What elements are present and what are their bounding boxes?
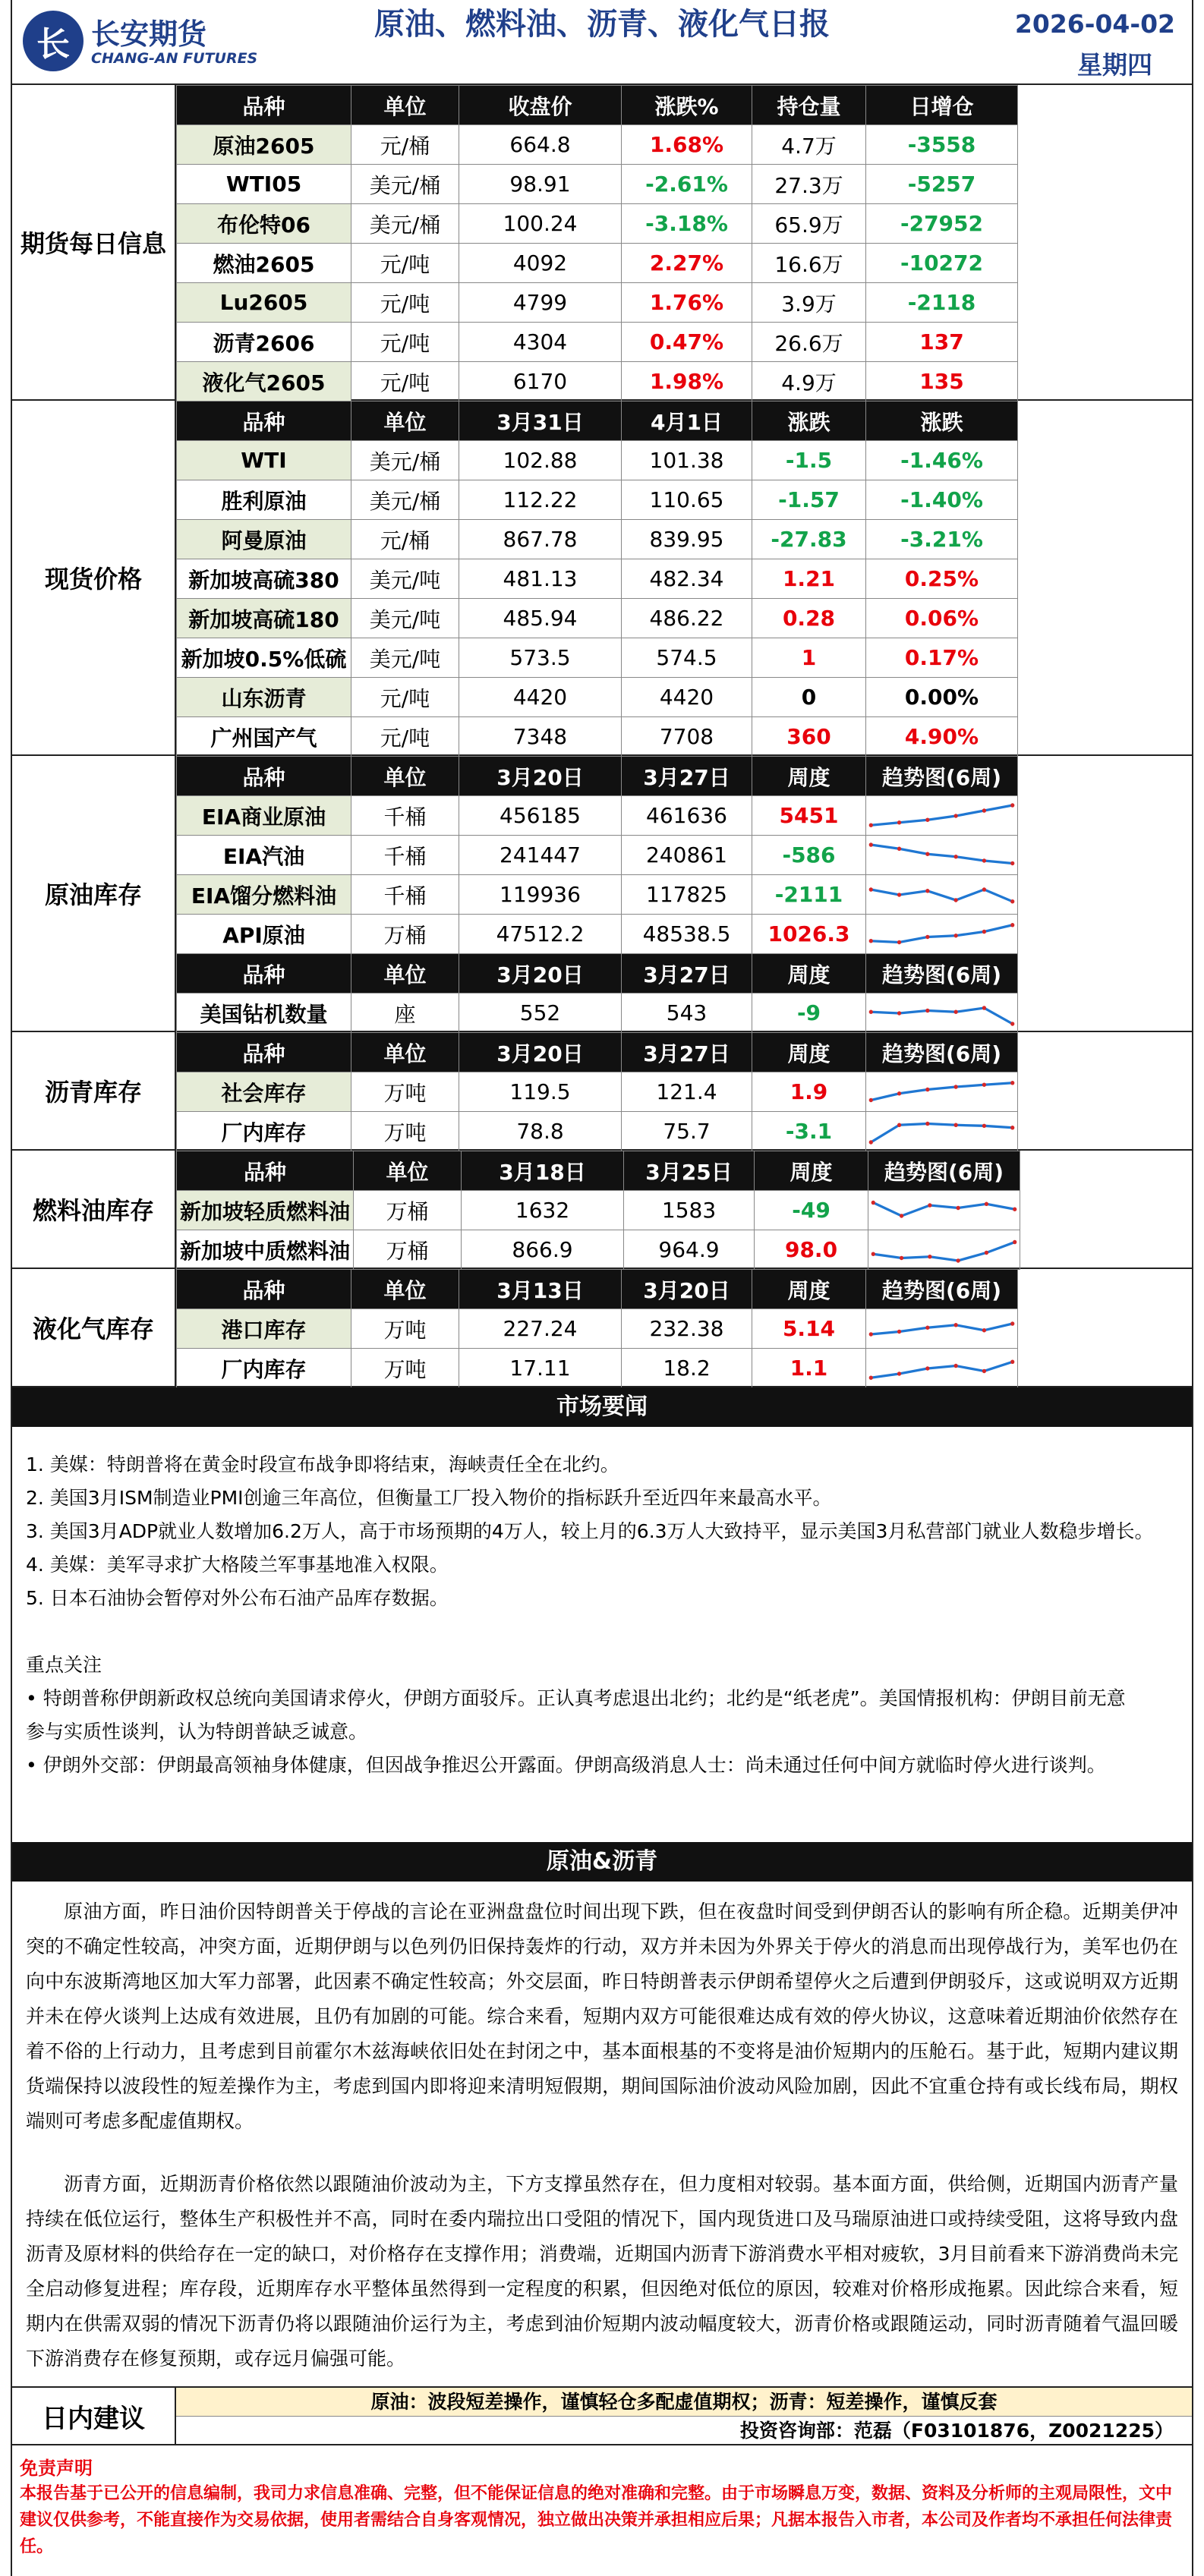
column-header: 涨跌 [752,402,866,441]
report-title: 原油、燃料油、沥青、液化气日报 [374,7,830,42]
product-name: 新加坡轻质燃料油 [177,1191,354,1230]
product-name: WTI05 [177,165,351,204]
analysis-title: 原油&沥青 [12,1842,1192,1882]
product-name: 新加坡0.5%低硫 [177,638,351,678]
column-header: 收盘价 [459,86,622,125]
column-header: 周度 [752,757,866,796]
table-cell: 482.34 [622,559,752,599]
news-list [12,1448,1192,1782]
table-row [177,480,1018,520]
futures-label: 期货每日信息 [12,85,176,399]
company-name: 长安期货 [91,17,207,51]
table-cell: 26.6万 [752,323,866,362]
focus-item: • 伊朗外交部：伊朗最高领袖身体健康，但因战争推迟公开露面。伊朗高级消息人士：尚未通过任何中间方就临时停火进行谈判。 [26,1754,1106,1776]
column-header: 品种 [177,954,351,994]
table-row [177,441,1018,480]
table-cell: 117825 [622,875,752,915]
product-name: 新加坡中质燃料油 [177,1230,354,1270]
column-header: 单位 [351,1033,459,1072]
asphalt_inv-table [176,1032,1018,1151]
trend-sparkline [866,994,1018,1033]
fuel_inv-label: 燃料油库存 [12,1151,176,1268]
table-cell: 0 [752,678,866,717]
table-cell: 574.5 [622,638,752,678]
asphalt_inv-label: 沥青库存 [12,1032,176,1149]
column-header: 品种 [177,1151,354,1191]
table-row [177,836,1018,875]
trend-sparkline [868,1230,1020,1270]
trend-sparkline [866,1349,1018,1388]
spot-section [12,401,1192,756]
table-cell: 元/吨 [351,678,459,717]
table-row [177,1309,1018,1349]
table-cell: 0.47% [622,323,752,362]
table-cell: 5.14 [752,1309,866,1349]
product-name: 美国钻机数量 [177,994,351,1033]
table-cell: 0.06% [866,599,1018,638]
table-cell: 1.68% [622,125,752,165]
table-row [177,1230,1020,1270]
table-cell: 千桶 [351,796,459,836]
table-cell: 0.00% [866,678,1018,717]
table-cell: -3.18% [622,204,752,244]
table-row [177,125,1018,165]
column-header: 3月27日 [622,954,752,994]
table-cell: 4.7万 [752,125,866,165]
table-cell: 98.91 [459,165,622,204]
product-name: 阿曼原油 [177,520,351,559]
table-cell: 6170 [459,362,622,402]
table-cell: 119936 [459,875,622,915]
column-header: 品种 [177,1033,351,1072]
table-cell: -27.83 [752,520,866,559]
column-header: 周度 [752,954,866,994]
lpg-inventory-section [12,1269,1192,1387]
table-row [177,1349,1018,1388]
advice-label: 日内建议 [12,2388,176,2444]
product-name: EIA馏分燃料油 [177,875,351,915]
advice-main: 原油：波段短差操作，谨慎轻仓多配虚值期权；沥青：短差操作，谨慎反套 [176,2388,1192,2417]
spot-table [176,401,1018,757]
table-cell: 1.98% [622,362,752,402]
trend-sparkline [866,796,1018,836]
table-row [177,994,1018,1033]
table-cell: 1.21 [752,559,866,599]
column-header: 趋势图(6周) [866,1033,1018,1072]
table-cell: 866.9 [462,1230,624,1270]
table-cell: 552 [459,994,622,1033]
table-row [177,875,1018,915]
table-cell: 121.4 [622,1072,752,1112]
table-cell: -1.5 [752,441,866,480]
table-cell: 4420 [459,678,622,717]
table-cell: 万吨 [351,1349,459,1388]
table-cell: 万吨 [351,1072,459,1112]
table-header-row [177,1151,1020,1191]
table-cell: 1 [752,638,866,678]
news-item: 3. 美国3月ADP就业人数增加6.2万人，高于市场预期的4万人，较上月的6.3万人大致持平，显示美国3月私营部门就业人数稳步增长。 [26,1520,1154,1542]
table-cell: 7708 [622,717,752,757]
table-cell: -5257 [866,165,1018,204]
table-cell: 360 [752,717,866,757]
table-cell: 5451 [752,796,866,836]
column-header: 趋势图(6周) [866,1270,1018,1309]
report-weekday: 星期四 [1077,50,1152,80]
news-item: 2. 美国3月ISM制造业PMI创逾三年高位，但衡量工厂投入物价的指标跃升至近四年来最高水平。 [26,1487,832,1509]
table-row [177,520,1018,559]
table-cell: 美元/桶 [351,204,459,244]
table-cell: 119.5 [459,1072,622,1112]
column-header: 涨跌% [622,86,752,125]
company-name-en: CHANG-AN FUTURES [91,50,258,67]
table-header-row [177,1270,1018,1309]
column-header: 单位 [351,757,459,796]
table-row [177,283,1018,323]
product-name: 沥青2606 [177,323,351,362]
table-row [177,362,1018,402]
product-name: Lu2605 [177,283,351,323]
news-item: 5. 日本石油协会暂停对外公布石油产品库存数据。 [26,1587,449,1609]
table-cell: 102.88 [459,441,622,480]
table-cell: 4304 [459,323,622,362]
column-header: 周度 [752,1033,866,1072]
news-item: 4. 美媒：美军寻求扩大格陵兰军事基地准入权限。 [26,1554,449,1576]
column-header: 周度 [752,1270,866,1309]
table-cell: 112.22 [459,480,622,520]
table-cell: 1026.3 [752,915,866,954]
crude_inv-table [176,756,1018,1033]
table-cell: 美元/桶 [351,480,459,520]
table-cell: -2.61% [622,165,752,204]
table-cell: 3.9万 [752,283,866,323]
column-header: 趋势图(6周) [868,1151,1020,1191]
table-cell: 481.13 [459,559,622,599]
column-header: 单位 [351,954,459,994]
disclaimer-title: 免责声明 [20,2458,93,2479]
product-name: WTI [177,441,351,480]
futures-section [12,85,1192,401]
table-cell: 1632 [462,1191,624,1230]
trend-sparkline [868,1191,1020,1230]
table-cell: 美元/桶 [351,441,459,480]
table-header-row [177,757,1018,796]
table-cell: 4420 [622,678,752,717]
lpg_inv-label: 液化气库存 [12,1269,176,1386]
daily-advice [12,2386,1192,2445]
table-cell: 美元/吨 [351,599,459,638]
product-name: 厂内库存 [177,1349,351,1388]
table-cell: 元/桶 [351,520,459,559]
table-cell: 78.8 [459,1112,622,1151]
news-title: 市场要闻 [12,1387,1192,1427]
table-cell: 0.28 [752,599,866,638]
table-cell: 美元/桶 [351,165,459,204]
column-header: 3月20日 [459,954,622,994]
column-header: 品种 [177,402,351,441]
table-cell: 16.6万 [752,244,866,283]
column-header: 3月20日 [459,757,622,796]
table-cell: -2118 [866,283,1018,323]
table-cell: 839.95 [622,520,752,559]
table-row [177,1072,1018,1112]
table-cell: 137 [866,323,1018,362]
table-cell: 110.65 [622,480,752,520]
table-cell: 17.11 [459,1349,622,1388]
advice-consultant: 投资咨询部：范磊（F03101876，Z0021225） [739,2420,1174,2442]
table-cell: 万桶 [354,1191,462,1230]
table-cell: 100.24 [459,204,622,244]
news-item: 1. 美媒：特朗普将在黄金时段宣布战争即将结束，海峡责任全在北约。 [26,1453,619,1475]
table-cell: 573.5 [459,638,622,678]
table-cell: 0.25% [866,559,1018,599]
table-cell: 4.9万 [752,362,866,402]
table-cell: -2111 [752,875,866,915]
product-name: 胜利原油 [177,480,351,520]
product-name: 新加坡高硫180 [177,599,351,638]
focus-title: 重点关注 [26,1654,102,1676]
column-header: 持仓量 [752,86,866,125]
table-cell: 48538.5 [622,915,752,954]
table-cell: 486.22 [622,599,752,638]
table-cell: 543 [622,994,752,1033]
product-name: 社会库存 [177,1072,351,1112]
table-cell: -1.40% [866,480,1018,520]
table-cell: -10272 [866,244,1018,283]
table-cell: 万吨 [351,1112,459,1151]
table-cell: 千桶 [351,836,459,875]
table-cell: 2.27% [622,244,752,283]
table-cell: 美元/吨 [351,638,459,678]
table-cell: 964.9 [624,1230,755,1270]
table-row [177,323,1018,362]
table-cell: 75.7 [622,1112,752,1151]
table-cell: 4.90% [866,717,1018,757]
product-name: 液化气2605 [177,362,351,402]
table-cell: -1.57 [752,480,866,520]
asphalt-inventory-section [12,1032,1192,1151]
table-cell: 1.9 [752,1072,866,1112]
column-header: 4月1日 [622,402,752,441]
trend-sparkline [866,915,1018,954]
table-row [177,599,1018,638]
trend-sparkline [866,1112,1018,1151]
table-header-row [177,402,1018,441]
table-cell: 240861 [622,836,752,875]
table-header-row [177,86,1018,125]
table-row [177,165,1018,204]
table-cell: 美元/吨 [351,559,459,599]
column-header: 3月18日 [462,1151,624,1191]
focus-item: 参与实质性谈判，认为特朗普缺乏诚意。 [26,1721,368,1743]
trend-sparkline [866,875,1018,915]
product-name: 山东沥青 [177,678,351,717]
product-name: EIA汽油 [177,836,351,875]
table-cell: 65.9万 [752,204,866,244]
product-name: 港口库存 [177,1309,351,1349]
table-cell: -3.1 [752,1112,866,1151]
table-cell: 元/吨 [351,244,459,283]
table-row [177,638,1018,678]
table-row [177,204,1018,244]
table-cell: -9 [752,994,866,1033]
table-row [177,244,1018,283]
analysis-asphalt: 沥青方面，近期沥青价格依然以跟随油价波动为主，下方支撑虽然存在，但力度相对较弱。基本面方面，供给侧，近期国内沥青产量持续在低位运行，整体生产积极性并不高，同时在委内瑞拉出口受阻的情况下，国内现货进口及马瑞原油进口或持续受阻，这将导致内盘沥青及原材料的供给存在一定的缺口，对价格存在支撑作用；消费端，近期国内沥青下游消费水平相对疲软，3月目前看来下游消费尚未完全启动修复进程；库存段，近期库存水平整体虽然得到一定程度的积累，但因绝对低位的原因，较难对价格形成拖累。因此综合来看，短期内在供需双弱的情况下沥青仍将以跟随油价运行为主，考虑到油价短期内波动幅度较大，沥青价格或跟随运动，同时沥青随着气温回暖下游消费存在修复预期，或存远月偏强可能。 [26,2173,1178,2370]
table-cell: -3558 [866,125,1018,165]
table-cell: 241447 [459,836,622,875]
column-header: 品种 [177,86,351,125]
fuel-oil-inventory-section [12,1151,1192,1269]
table-cell: -1.46% [866,441,1018,480]
table-cell: 元/吨 [351,362,459,402]
column-header: 3月31日 [459,402,622,441]
column-header: 3月20日 [622,1270,752,1309]
table-cell: -586 [752,836,866,875]
lpg_inv-table [176,1269,1018,1388]
table-cell: 1583 [624,1191,755,1230]
column-header: 趋势图(6周) [866,954,1018,994]
product-name: 布伦特06 [177,204,351,244]
table-row [177,678,1018,717]
table-row [177,717,1018,757]
column-header: 3月25日 [624,1151,755,1191]
column-header: 日增仓 [866,86,1018,125]
table-cell: 元/吨 [351,323,459,362]
product-name: API原油 [177,915,351,954]
trend-sparkline [866,1072,1018,1112]
report-header [12,0,1192,85]
table-row [177,559,1018,599]
table-cell: -27952 [866,204,1018,244]
report-date: 2026-04-02 [1014,9,1175,39]
table-cell: 456185 [459,796,622,836]
table-cell: 867.78 [459,520,622,559]
table-cell: 元/吨 [351,717,459,757]
column-header: 3月20日 [459,1033,622,1072]
table-cell: 1.76% [622,283,752,323]
spot-label: 现货价格 [12,401,176,754]
table-cell: 4092 [459,244,622,283]
table-cell: 万桶 [354,1230,462,1270]
table-cell: 18.2 [622,1349,752,1388]
table-cell: 元/桶 [351,125,459,165]
table-row [177,915,1018,954]
column-header: 3月13日 [459,1270,622,1309]
table-row [177,1112,1018,1151]
table-cell: -49 [755,1191,868,1230]
column-header: 品种 [177,1270,351,1309]
product-name: 广州国产气 [177,717,351,757]
table-cell: 485.94 [459,599,622,638]
report-page [11,0,1193,2576]
product-name: EIA商业原油 [177,796,351,836]
table-cell: 座 [351,994,459,1033]
table-cell: 98.0 [755,1230,868,1270]
column-header: 涨跌 [866,402,1018,441]
table-cell: 1.1 [752,1349,866,1388]
table-row [177,796,1018,836]
table-cell: 664.8 [459,125,622,165]
fuel_inv-table [176,1151,1020,1270]
table-cell: 元/吨 [351,283,459,323]
column-header: 单位 [351,1270,459,1309]
table-cell: 万吨 [351,1309,459,1349]
column-header: 单位 [351,86,459,125]
table-cell: -3.21% [866,520,1018,559]
table-cell: 4799 [459,283,622,323]
table-cell: 135 [866,362,1018,402]
table-cell: 461636 [622,796,752,836]
column-header: 3月27日 [622,1033,752,1072]
table-cell: 227.24 [459,1309,622,1349]
table-cell: 千桶 [351,875,459,915]
crude-inventory-section [12,756,1192,1032]
product-name: 厂内库存 [177,1112,351,1151]
futures-table [176,85,1018,402]
table-cell: 47512.2 [459,915,622,954]
analysis-crude: 原油方面，昨日油价因特朗普关于停战的言论在亚洲盘盘位时间出现下跌，但在夜盘时间受到伊朗否认的影响有所企稳。近期美伊冲突的不确定性较高，冲突方面，近期伊朗与以色列仍旧保持轰炸的行动，双方并未因为外界关于停火的消息而出现停战行为，美军也仍在向中东波斯湾地区加大军力部署，此因素不确定性较高；外交层面，昨日特朗普表示伊朗希望停火之后遭到伊朗驳斥，这或说明双方近期并未在停火谈判上达成有效进展，且仍有加剧的可能。综合来看，短期内双方可能很难达成有效的停火协议，这意味着近期油价依然存在着不俗的上行动力，且考虑到目前霍尔木兹海峡依旧处在封闭之中，基本面根基的不变将是油价短期内的压舱石。基于此，短期内建议期货端保持以波段性的短差操作为主，考虑到国内即将迎来清明短假期，期间国际油价波动风险加剧，因此不宜重仓持有或长线布局，期权端则可考虑多配虚值期权。 [26,1901,1178,2132]
product-name: 燃油2605 [177,244,351,283]
trend-sparkline [866,1309,1018,1349]
column-header: 周度 [755,1151,868,1191]
column-header: 3月27日 [622,757,752,796]
column-header: 趋势图(6周) [866,757,1018,796]
trend-sparkline [866,836,1018,875]
table-cell: 0.17% [866,638,1018,678]
table-header-row [177,954,1018,994]
table-header-row [177,1033,1018,1072]
column-header: 单位 [351,402,459,441]
focus-item: • 特朗普称伊朗新政权总统向美国请求停火，伊朗方面驳斥。正认真考虑退出北约；北约是“纸老虎”。美国情报机构：伊朗目前无意 [26,1687,1126,1709]
table-cell: 27.3万 [752,165,866,204]
column-header: 品种 [177,757,351,796]
product-name: 原油2605 [177,125,351,165]
crude_inv-label: 原油库存 [12,756,176,1031]
table-cell: 7348 [459,717,622,757]
table-cell: 万桶 [351,915,459,954]
column-header: 单位 [354,1151,462,1191]
company-logo-icon: 长 [23,11,84,71]
table-row [177,1191,1020,1230]
table-cell: 232.38 [622,1309,752,1349]
product-name: 新加坡高硫380 [177,559,351,599]
table-cell: 101.38 [622,441,752,480]
disclaimer-body: 本报告基于已公开的信息编制，我司力求信息准确、完整，但不能保证信息的绝对准确和完整。由于市场瞬息万变，数据、资料及分析师的主观局限性，文中建议仅供参考，不能直接作为交易依据，使用者需结合自身客观情况，独立做出决策并承担相应后果；凡据本报告入市者，本公司及作者均不承担任何法律责任。 [20,2484,1173,2556]
